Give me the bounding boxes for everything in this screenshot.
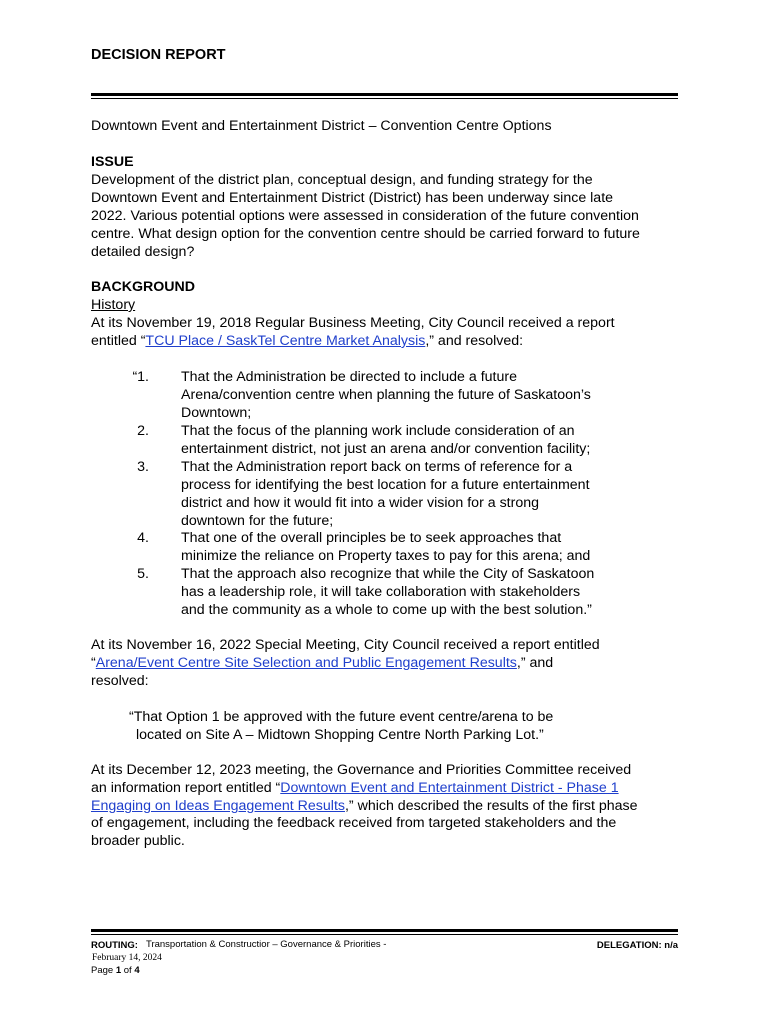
para2-pre-text: “	[91, 655, 96, 671]
header-rule-thin	[91, 98, 678, 99]
phase1-engagement-link[interactable]: Downtown Event and Entertainment District - Phase 1	[280, 780, 619, 796]
page-of: of	[121, 965, 135, 976]
resolution-line: That the approach also recognize that while the City of Saskatoon	[181, 566, 595, 582]
history-para3-line: of engagement, including the feedback received from targeted stakeholders and the	[91, 815, 617, 831]
resolution-line: Downtown;	[181, 405, 252, 421]
resolution-line: and the community as a whole to come up with the best solution.”	[181, 602, 592, 618]
history-para3-line: At its December 12, 2023 meeting, the Governance and Priorities Committee received	[91, 762, 632, 778]
issue-line: Development of the district plan, conceptual design, and funding strategy for the	[91, 172, 593, 188]
resolution-line: entertainment district, not just an arena and/or convention facility;	[181, 441, 591, 457]
issue-line: detailed design?	[91, 244, 195, 260]
history-para2-line2	[91, 654, 553, 672]
page-indicator	[91, 965, 140, 976]
background-heading: BACKGROUND	[91, 279, 196, 295]
footer-rule-thick	[91, 929, 678, 932]
history-para1-line2	[91, 332, 523, 350]
para1-post-text: ,” and resolved:	[425, 333, 524, 349]
para3-pre-text: an information report entitled “	[91, 780, 281, 796]
resolution-line: minimize the reliance on Property taxes to pay for this arena; and	[181, 548, 591, 564]
history-para2-line: At its November 16, 2022 Special Meeting, City Council received a report entitled	[91, 637, 600, 653]
resolution-line: Arena/convention centre when planning the future of Saskatoon’s	[181, 387, 591, 403]
page-prefix: Page	[91, 965, 116, 976]
resolution-line: has a leadership role, it will take collaboration with stakeholders	[181, 584, 581, 600]
history-para1-line: At its November 19, 2018 Regular Business Meeting, City Council received a report	[91, 315, 615, 331]
routing-value: Transportation & Constructior – Governance & Priorities -	[146, 939, 387, 950]
resolution-line: That the Administration be directed to include a future	[181, 369, 517, 385]
routing-label: ROUTING:	[91, 940, 138, 951]
resolution-line: district and how it would fit into a wider vision for a strong	[181, 495, 540, 511]
report-subject: Downtown Event and Entertainment District – Convention Centre Options	[91, 118, 552, 134]
history-subheading: History	[91, 297, 136, 313]
history-para3-line3	[91, 797, 638, 815]
issue-heading: ISSUE	[91, 154, 134, 170]
delegation-label: DELEGATION: n/a	[596, 940, 678, 951]
page-total: 4	[134, 965, 140, 976]
market-analysis-link[interactable]: TCU Place / SaskTel Centre Market Analysis	[145, 333, 426, 349]
para1-pre-text: entitled “	[91, 333, 146, 349]
resolution-line: downtown for the future;	[181, 513, 334, 529]
resolution-line: That one of the overall principles be to seek approaches that	[181, 530, 562, 546]
footer-rule-thin	[91, 934, 678, 935]
resolution-number: 5.	[137, 566, 149, 582]
issue-line: Downtown Event and Entertainment District (District) has been underway since late	[91, 190, 614, 206]
report-title: DECISION REPORT	[91, 47, 226, 63]
history-para3-line2	[91, 779, 619, 797]
issue-line: 2022. Various potential options were assessed in consideration of the future convention	[91, 208, 639, 224]
resolution-line: That the Administration report back on terms of reference for a	[181, 459, 573, 475]
resolution-number: “1.	[132, 369, 149, 385]
history-para2-line: resolved:	[91, 673, 149, 689]
resolution-number: 3.	[137, 459, 149, 475]
resolution-line: process for identifying the best location for a future entertainment	[181, 477, 590, 493]
para3-post-text: ,” which described the results of the first phase	[344, 798, 638, 814]
resolution-number: 2.	[137, 423, 149, 439]
quote-line: located on Site A – Midtown Shopping Centre North Parking Lot.”	[136, 727, 544, 743]
phase1-engagement-link-cont[interactable]: Engaging on Ideas Engagement Results	[91, 798, 345, 814]
quote-line: “That Option 1 be approved with the future event centre/arena to be	[129, 709, 554, 725]
history-para3-line: broader public.	[91, 833, 185, 849]
issue-line: centre. What design option for the convention centre should be carried forward to future	[91, 226, 640, 242]
header-rule-thick	[91, 93, 678, 96]
resolution-line: That the focus of the planning work include consideration of an	[181, 423, 575, 439]
page-number: 1	[115, 965, 122, 976]
footer-date: February 14, 2024	[92, 953, 162, 963]
site-selection-link[interactable]: Arena/Event Centre Site Selection and Public Engagement Results	[95, 655, 517, 671]
resolution-number: 4.	[137, 530, 149, 546]
para2-post-text: ,” and	[516, 655, 554, 671]
